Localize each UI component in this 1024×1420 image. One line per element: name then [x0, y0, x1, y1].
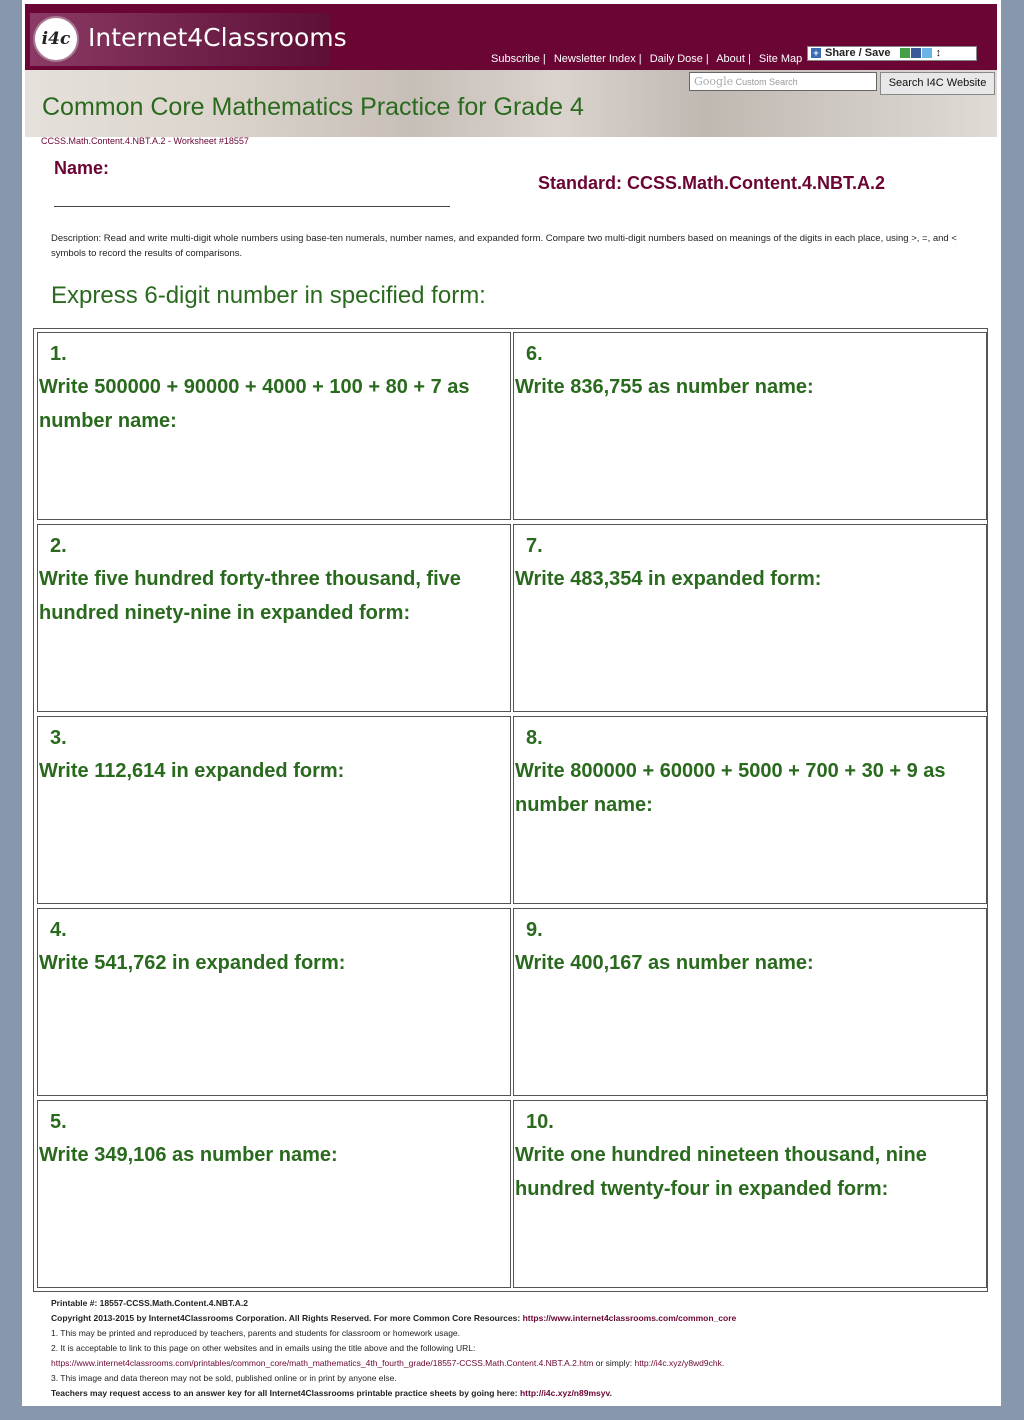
- nav-separator: |: [705, 53, 709, 65]
- title-banner: [25, 70, 997, 137]
- answer-key-line: [51, 1386, 991, 1401]
- url-or-simply: or simply:: [593, 1358, 635, 1368]
- description: Description: Read and write multi-digit whole numbers using base-ten numerals, number names, and expanded form. Compare two multi-digit numbers based on meanings of the digits in each place, using >, =, and < symbols to record the results of comparisons.: [51, 233, 957, 259]
- name-line: [54, 206, 450, 207]
- page: [22, 0, 1001, 1406]
- breadcrumb: CCSS.Math.Content.4.NBT.A.2 - Worksheet #18557: [41, 136, 249, 146]
- question-number: 3.: [50, 727, 67, 749]
- question-text: Write 400,167 as number name:: [515, 952, 814, 974]
- question-cell-7: [513, 524, 987, 712]
- share-green-icon: [900, 48, 910, 58]
- nav-daily-dose[interactable]: Daily Dose: [649, 53, 703, 65]
- copyright-line: [51, 1311, 991, 1326]
- question-cell-2: [37, 524, 511, 712]
- question-grid: [33, 328, 988, 1292]
- question-cell-10: [513, 1100, 987, 1288]
- question-text: Write 541,762 in expanded form:: [39, 952, 346, 974]
- question-cell-4: [37, 908, 511, 1096]
- question-cell-8: [513, 716, 987, 904]
- question-text: Write 349,106 as number name:: [39, 1144, 338, 1166]
- question-text: Write five hundred forty-three thousand, five hundred ninety-nine in expanded form:: [39, 568, 461, 624]
- question-number: 5.: [50, 1111, 67, 1133]
- nav-about[interactable]: About: [716, 53, 745, 65]
- question-number: 6.: [526, 343, 543, 365]
- twitter-icon: [922, 48, 932, 58]
- usage-note-2: 2. It is acceptable to link to this page on other websites and in emails using the title above and the following URL:: [51, 1343, 476, 1353]
- logo-badge-icon: i4c: [33, 16, 79, 62]
- question-number: 1.: [50, 343, 67, 365]
- share-save-button[interactable]: [807, 46, 977, 61]
- worksheet-url-link[interactable]: https://www.internet4classrooms.com/printables/common_core/math_mathematics_4th_fourth_grade/18557-CCSS.Math.Content.4.NBT.A.2.htm: [51, 1358, 594, 1368]
- question-number: 10.: [526, 1111, 554, 1133]
- url-end: .: [721, 1358, 725, 1368]
- question-text: Write one hundred nineteen thousand, nine hundred twenty-four in expanded form:: [515, 1144, 927, 1200]
- question-text: Write 483,354 in expanded form:: [515, 568, 822, 590]
- copyright-text: Copyright 2013-2015 by Internet4Classrooms Corporation. All Rights Reserved. For more Common Core Resources:: [51, 1313, 521, 1323]
- search-input[interactable]: [689, 72, 877, 91]
- nav-separator: |: [638, 53, 642, 65]
- site-header: [25, 4, 997, 70]
- nav-subscribe[interactable]: Subscribe: [491, 53, 540, 65]
- question-text: Write 500000 + 90000 + 4000 + 100 + 80 + 7 as number name:: [39, 376, 470, 432]
- common-core-link[interactable]: https://www.internet4classrooms.com/common_core: [522, 1313, 737, 1323]
- page-title: Common Core Mathematics Practice for Grade 4: [42, 93, 584, 121]
- facebook-icon: [911, 48, 921, 58]
- question-number: 4.: [50, 919, 67, 941]
- question-number: 2.: [50, 535, 67, 557]
- question-text: Write 112,614 in expanded form:: [39, 760, 345, 782]
- site-logo[interactable]: [30, 13, 347, 66]
- question-number: 8.: [526, 727, 543, 749]
- answer-key-text: Teachers may request access to an answer key for all Internet4Classrooms printable practice sheets by going here:: [51, 1388, 518, 1398]
- logo-text: Internet4Classrooms: [88, 23, 347, 52]
- question-number: 9.: [526, 919, 543, 941]
- share-plus-icon: +: [811, 48, 821, 58]
- nav-separator: |: [542, 53, 546, 65]
- question-number: 7.: [526, 535, 543, 557]
- answer-key-link[interactable]: http://i4c.xyz/n89msyv: [519, 1388, 610, 1398]
- name-label: Name:: [54, 158, 110, 178]
- question-cell-3: [37, 716, 511, 904]
- usage-note-3: 3. This image and data thereon may not be sold, published online or in print by anyone else.: [51, 1373, 397, 1383]
- nav-site-map[interactable]: Site Map: [758, 53, 803, 65]
- question-cell-5: [37, 1100, 511, 1288]
- short-url-link[interactable]: http://i4c.xyz/y8wd9chk: [634, 1358, 722, 1368]
- url-line: [51, 1356, 991, 1371]
- google-logo: Google: [694, 75, 734, 88]
- question-cell-1: [37, 332, 511, 520]
- nav-separator: |: [747, 53, 751, 65]
- question-text: Write 800000 + 60000 + 5000 + 700 + 30 + 9 as number name:: [515, 760, 946, 816]
- footer: [51, 1296, 991, 1401]
- question-text: Write 836,755 as number name:: [515, 376, 814, 398]
- question-cell-6: [513, 332, 987, 520]
- nav-newsletter-index[interactable]: Newsletter Index: [553, 53, 636, 65]
- share-label: Share / Save: [825, 47, 891, 59]
- usage-note-1: 1. This may be printed and reproduced by teachers, parents and students for classroom or homework usage.: [51, 1328, 461, 1338]
- search-placeholder: Custom Search: [735, 77, 798, 87]
- printable-number: Printable #: 18557-CCSS.Math.Content.4.NBT.A.2: [51, 1298, 248, 1308]
- instructions: Express 6-digit number in specified form:: [51, 282, 486, 309]
- answer-end: .: [609, 1388, 612, 1398]
- standard-label: Standard: CCSS.Math.Content.4.NBT.A.2: [538, 173, 886, 193]
- search-button[interactable]: Search I4C Website: [880, 72, 995, 95]
- question-cell-9: [513, 908, 987, 1096]
- top-nav: [491, 53, 802, 65]
- chevron-updown-icon: ↕: [935, 47, 942, 59]
